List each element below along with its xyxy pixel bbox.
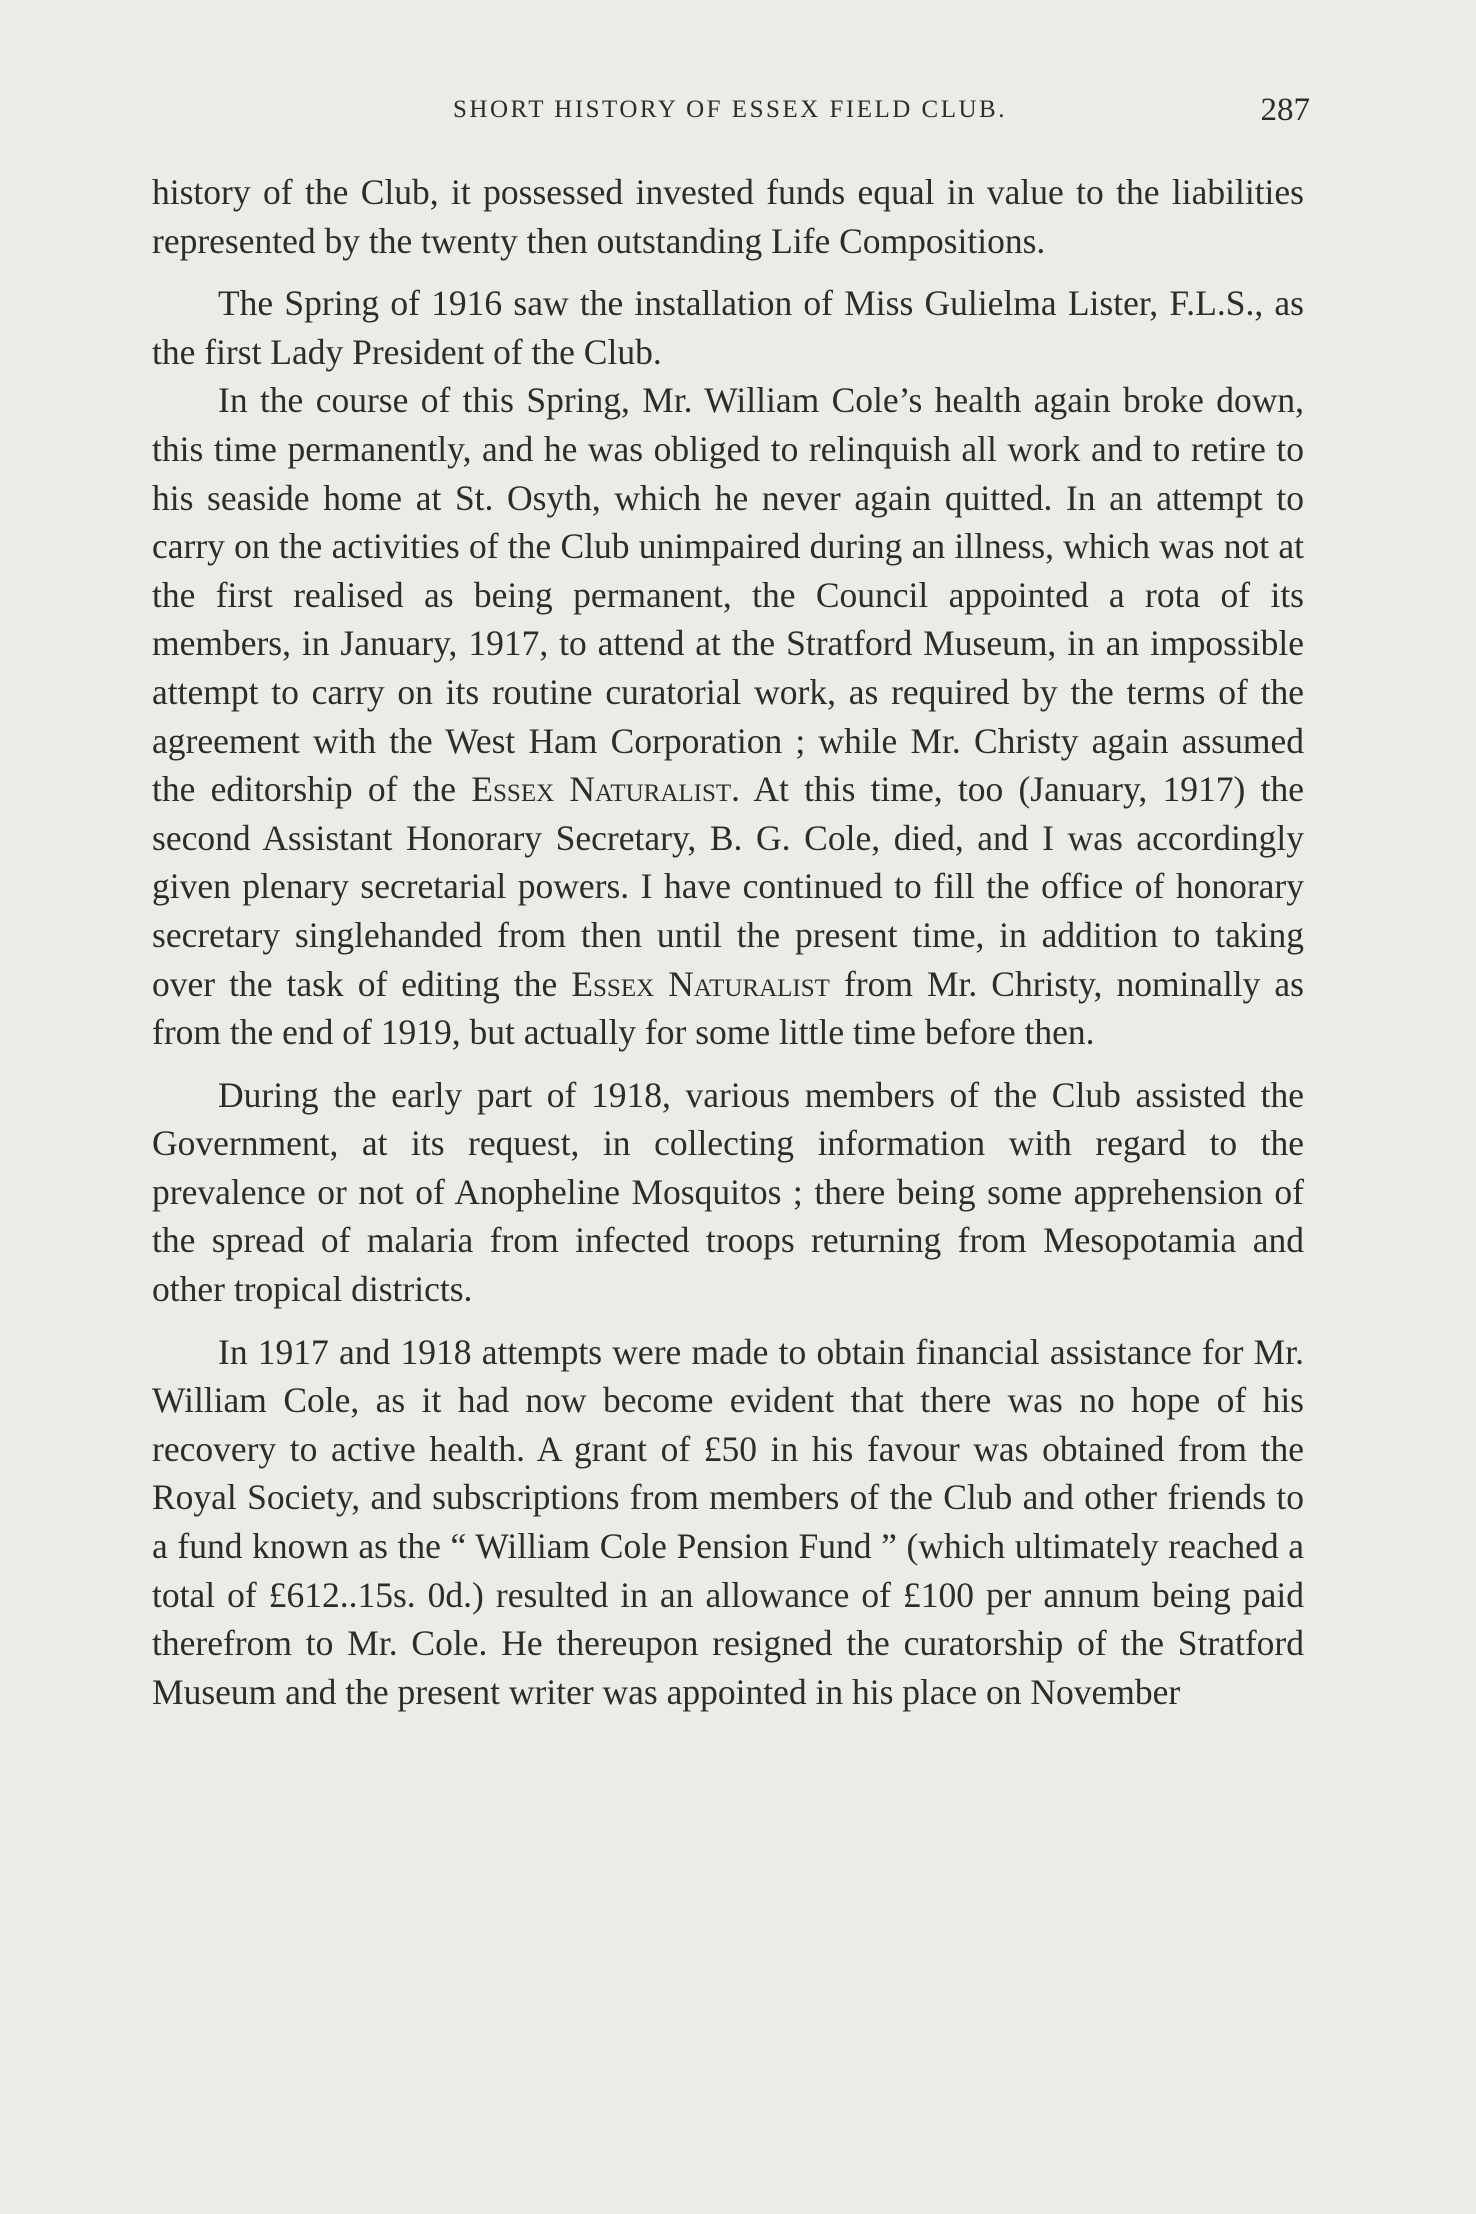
text-run: . At this time, too (January, 1917) the second Assistant Honorary Secretary, B. G. Cole, died, and I was accordingly given plenary secretarial powers. I have continued to fill the office of honorary secretary singlehanded from then until the present time, in addition to taking over the task of editing the: [152, 769, 1304, 1004]
running-title: SHORT HISTORY OF ESSEX FIELD CLUB.: [453, 96, 1007, 123]
paragraph-mosquitos: During the early part of 1918, various members of the Club assisted the Government, at its request, in collecting information with regard to the prevalence or not of Anopheline Mosquitos ; there being some apprehension of the spread of malaria from infected troops returning from Mesopotamia and other tropical districts.: [152, 1074, 1304, 1310]
journal-title: Essex Naturalist: [571, 963, 830, 1004]
paragraph-continued: history of the Club, it possessed invested funds equal in value to the liabilities represented by the twenty then outstanding Life Compositions.: [152, 172, 1304, 261]
running-head: [150, 92, 1310, 132]
paragraph-cole-illness: [152, 376, 1304, 1056]
text-run: In the course of this Spring, Mr. William Cole’s health again broke down, this time permanently, and he was obliged to relinquish all work and to retire to his seaside home at St. Osyth, which he never again quitted. In an attempt to carry on the activities of the Club unimpaired during an illness, which was not at the first realised as being permanent, the Council appointed a rota of its members, in January, 1917, to attend at the Stratford Museum, in an impossible attempt to carry on its routine curatorial work, as required by the terms of the agreement with the West Ham Corporation ; while Mr. Christy again assumed the editorship of the: [152, 380, 1304, 810]
journal-title: Essex Naturalist: [471, 769, 732, 810]
body-text: [152, 168, 1304, 1716]
text-run: from Mr. Christy, nominally as from the end of 1919, but actually for some little time before then.: [152, 963, 1304, 1053]
page-number: 287: [1260, 92, 1310, 128]
paragraph-pension-fund: In 1917 and 1918 attempts were made to obtain financial assistance for Mr. William Cole, as it had now become evident that there was no hope of his recovery to active health. A grant of £50 in his favour was obtained from the Royal Society, and subscriptions from members of the Club and other friends to a fund known as the “ William Cole Pension Fund ” (which ultimately reached a total of £612..15s. 0d.) resulted in an allowance of £100 per annum being paid therefrom to Mr. Cole. He thereupon resigned the curatorship of the Stratford Museum and the present writer was appointed in his place on November: [152, 1331, 1304, 1712]
paragraph-lady-president: The Spring of 1916 saw the installation of Miss Gulielma Lister, F.L.S., as the first Lady President of the Club.: [152, 283, 1304, 372]
